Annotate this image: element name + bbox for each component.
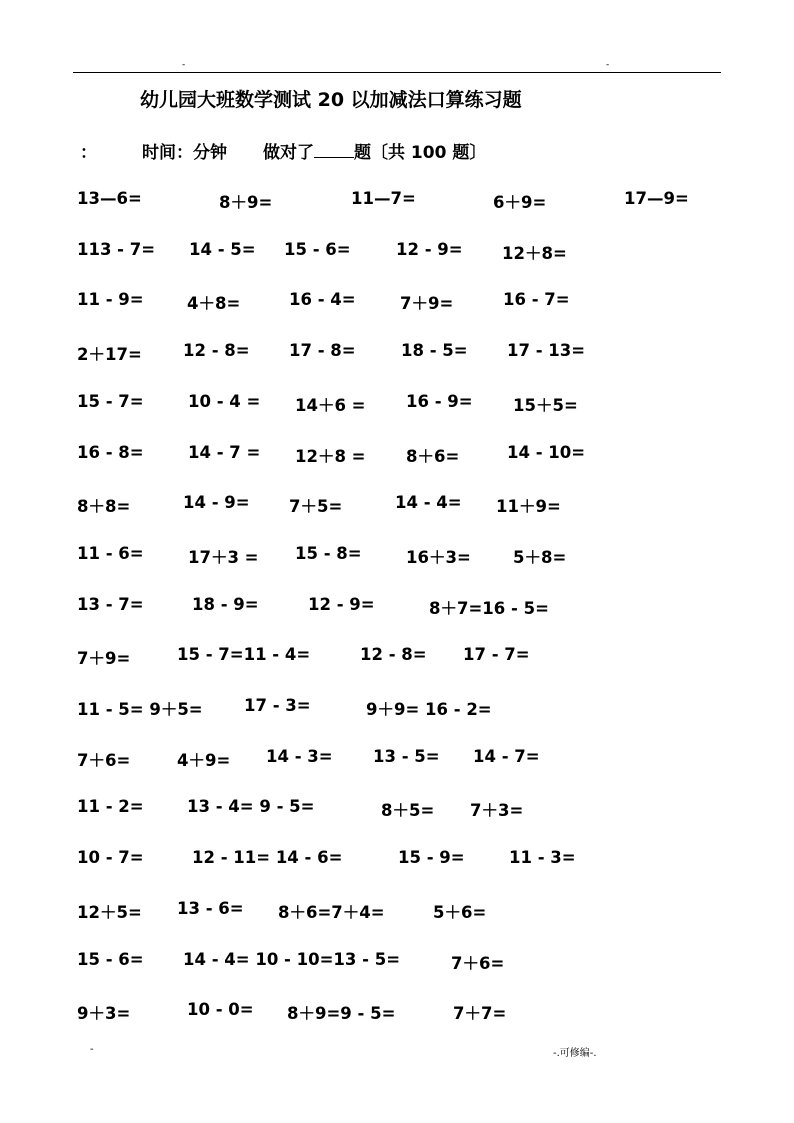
problem: 15 - 6=: [77, 949, 144, 969]
problem: 113 - 7=: [77, 239, 156, 259]
problem: 15 - 6=: [284, 239, 351, 259]
footer-mark-left: -: [90, 1044, 94, 1055]
problem: 16＋3=: [406, 547, 471, 567]
problem: 8＋8=: [77, 497, 131, 517]
name-colon: ：: [80, 143, 97, 163]
problem: 8＋6=7＋4=: [278, 902, 385, 922]
problem-row: [0, 189, 794, 213]
problem: 12 - 8=: [183, 341, 250, 361]
footer-note: -.可修编-.: [553, 1048, 597, 1059]
problem: 11＋9=: [496, 497, 561, 517]
problem: 17 - 7=: [463, 645, 530, 665]
problem: 14 - 9=: [183, 493, 250, 513]
score-blank[interactable]: [314, 143, 354, 158]
problem: 5＋8=: [513, 547, 567, 567]
problem: 13 - 6=: [177, 898, 244, 918]
problem: 5＋6=: [433, 902, 487, 922]
problem: 9＋9= 16 - 2=: [366, 700, 492, 719]
problem: 14＋6 =: [295, 395, 366, 415]
problem-row: [0, 797, 794, 821]
problem: 13 - 7=: [77, 594, 144, 614]
problem: 12＋5=: [77, 902, 142, 922]
problem-row: [0, 899, 794, 923]
problem: 14 - 10=: [507, 442, 586, 462]
problem: 11 - 3=: [509, 848, 576, 868]
problem: 4＋9=: [177, 750, 231, 770]
problem: 2＋17=: [77, 345, 142, 365]
problem-row: [0, 747, 794, 771]
problem-row: [0, 443, 794, 467]
problem: 7＋9=: [400, 294, 454, 314]
problem: 16 - 8=: [77, 442, 144, 462]
problem-row: [0, 240, 794, 264]
problem: 15 - 7=11 - 4=: [177, 645, 311, 665]
problem-row: [0, 544, 794, 568]
problem: 9＋3=: [77, 1004, 131, 1024]
problem: 11 - 6=: [77, 543, 144, 563]
problem: 12 - 9=: [308, 594, 375, 614]
problem: 11 - 9=: [77, 290, 144, 310]
header-mark-left: -: [182, 60, 186, 70]
problem: 7＋7=: [453, 1004, 507, 1024]
problem: 11—7=: [351, 189, 416, 208]
problem: 15 - 8=: [295, 543, 362, 563]
problem: 11 - 5= 9＋5=: [77, 700, 203, 719]
problem: 17 - 13=: [507, 341, 586, 361]
problem: 12＋8 =: [295, 446, 366, 466]
problem: 15＋5=: [513, 395, 578, 415]
problem-row: [0, 645, 794, 669]
problem: 13 - 5=: [373, 746, 440, 766]
problem: 16 - 7=: [503, 290, 570, 310]
problem: 8＋9=9 - 5=: [287, 1004, 396, 1024]
problem: 16 - 9=: [406, 391, 473, 411]
problem: 8＋9=: [219, 193, 273, 212]
problem: 14 - 4=: [395, 493, 462, 513]
problem: 11 - 2=: [77, 797, 144, 817]
problem: 17 - 3=: [244, 696, 311, 715]
problem: 16 - 4=: [289, 290, 356, 310]
problem: 17＋3 =: [188, 547, 259, 567]
problem: 6＋9=: [493, 193, 547, 212]
problem-row: [0, 290, 794, 314]
problem: 17 - 8=: [289, 341, 356, 361]
problem: 14 - 3=: [266, 746, 333, 766]
score-prefix: 做对了: [263, 143, 314, 163]
problem: 12 - 9=: [396, 239, 463, 259]
score-line: [263, 138, 486, 163]
problem: 10 - 7=: [77, 848, 144, 868]
header-rule: [73, 72, 721, 73]
problem: 14 - 7 =: [188, 442, 261, 462]
problem-row: [0, 696, 794, 720]
problem: 14 - 5=: [189, 239, 256, 259]
problem: 7＋6=: [77, 750, 131, 770]
problem-row: [0, 595, 794, 619]
problem: 12 - 11= 14 - 6=: [192, 848, 343, 868]
problem: 18 - 9=: [192, 594, 259, 614]
problem-row: [0, 950, 794, 974]
problem-row: [0, 392, 794, 416]
score-suffix: 题〔共 100 题〕: [354, 143, 487, 163]
problem: 10 - 0=: [187, 1000, 254, 1020]
problem-row: [0, 341, 794, 365]
problem-row: [0, 1000, 794, 1024]
time-label: 时间：分钟: [142, 143, 227, 163]
problem: 13—6=: [77, 189, 142, 208]
page-title: 幼儿园大班数学测试 20 以加减法口算练习题: [140, 89, 522, 111]
header-mark-right: -: [606, 60, 610, 70]
problem: 12 - 8=: [360, 645, 427, 665]
problem: 7＋9=: [77, 649, 131, 669]
problem: 4＋8=: [187, 294, 241, 314]
problem: 8＋5=: [381, 801, 435, 821]
problem: 17—9=: [624, 189, 689, 208]
problem: 14 - 7=: [473, 746, 540, 766]
problem: 15 - 9=: [398, 848, 465, 868]
problem: 7＋3=: [470, 801, 524, 821]
problem: 13 - 4= 9 - 5=: [187, 797, 315, 817]
problem: 15 - 7=: [77, 391, 144, 411]
problem: 18 - 5=: [401, 341, 468, 361]
problem: 8＋6=: [406, 446, 460, 466]
problem: 10 - 4 =: [188, 391, 261, 411]
problem: 8＋7=16 - 5=: [429, 598, 549, 618]
problem: 7＋5=: [289, 497, 343, 517]
problem: 14 - 4= 10 - 10=13 - 5=: [183, 949, 401, 969]
problem: 12＋8=: [502, 243, 567, 263]
problem-row: [0, 848, 794, 872]
problem-row: [0, 493, 794, 517]
problem: 7＋6=: [451, 953, 505, 973]
